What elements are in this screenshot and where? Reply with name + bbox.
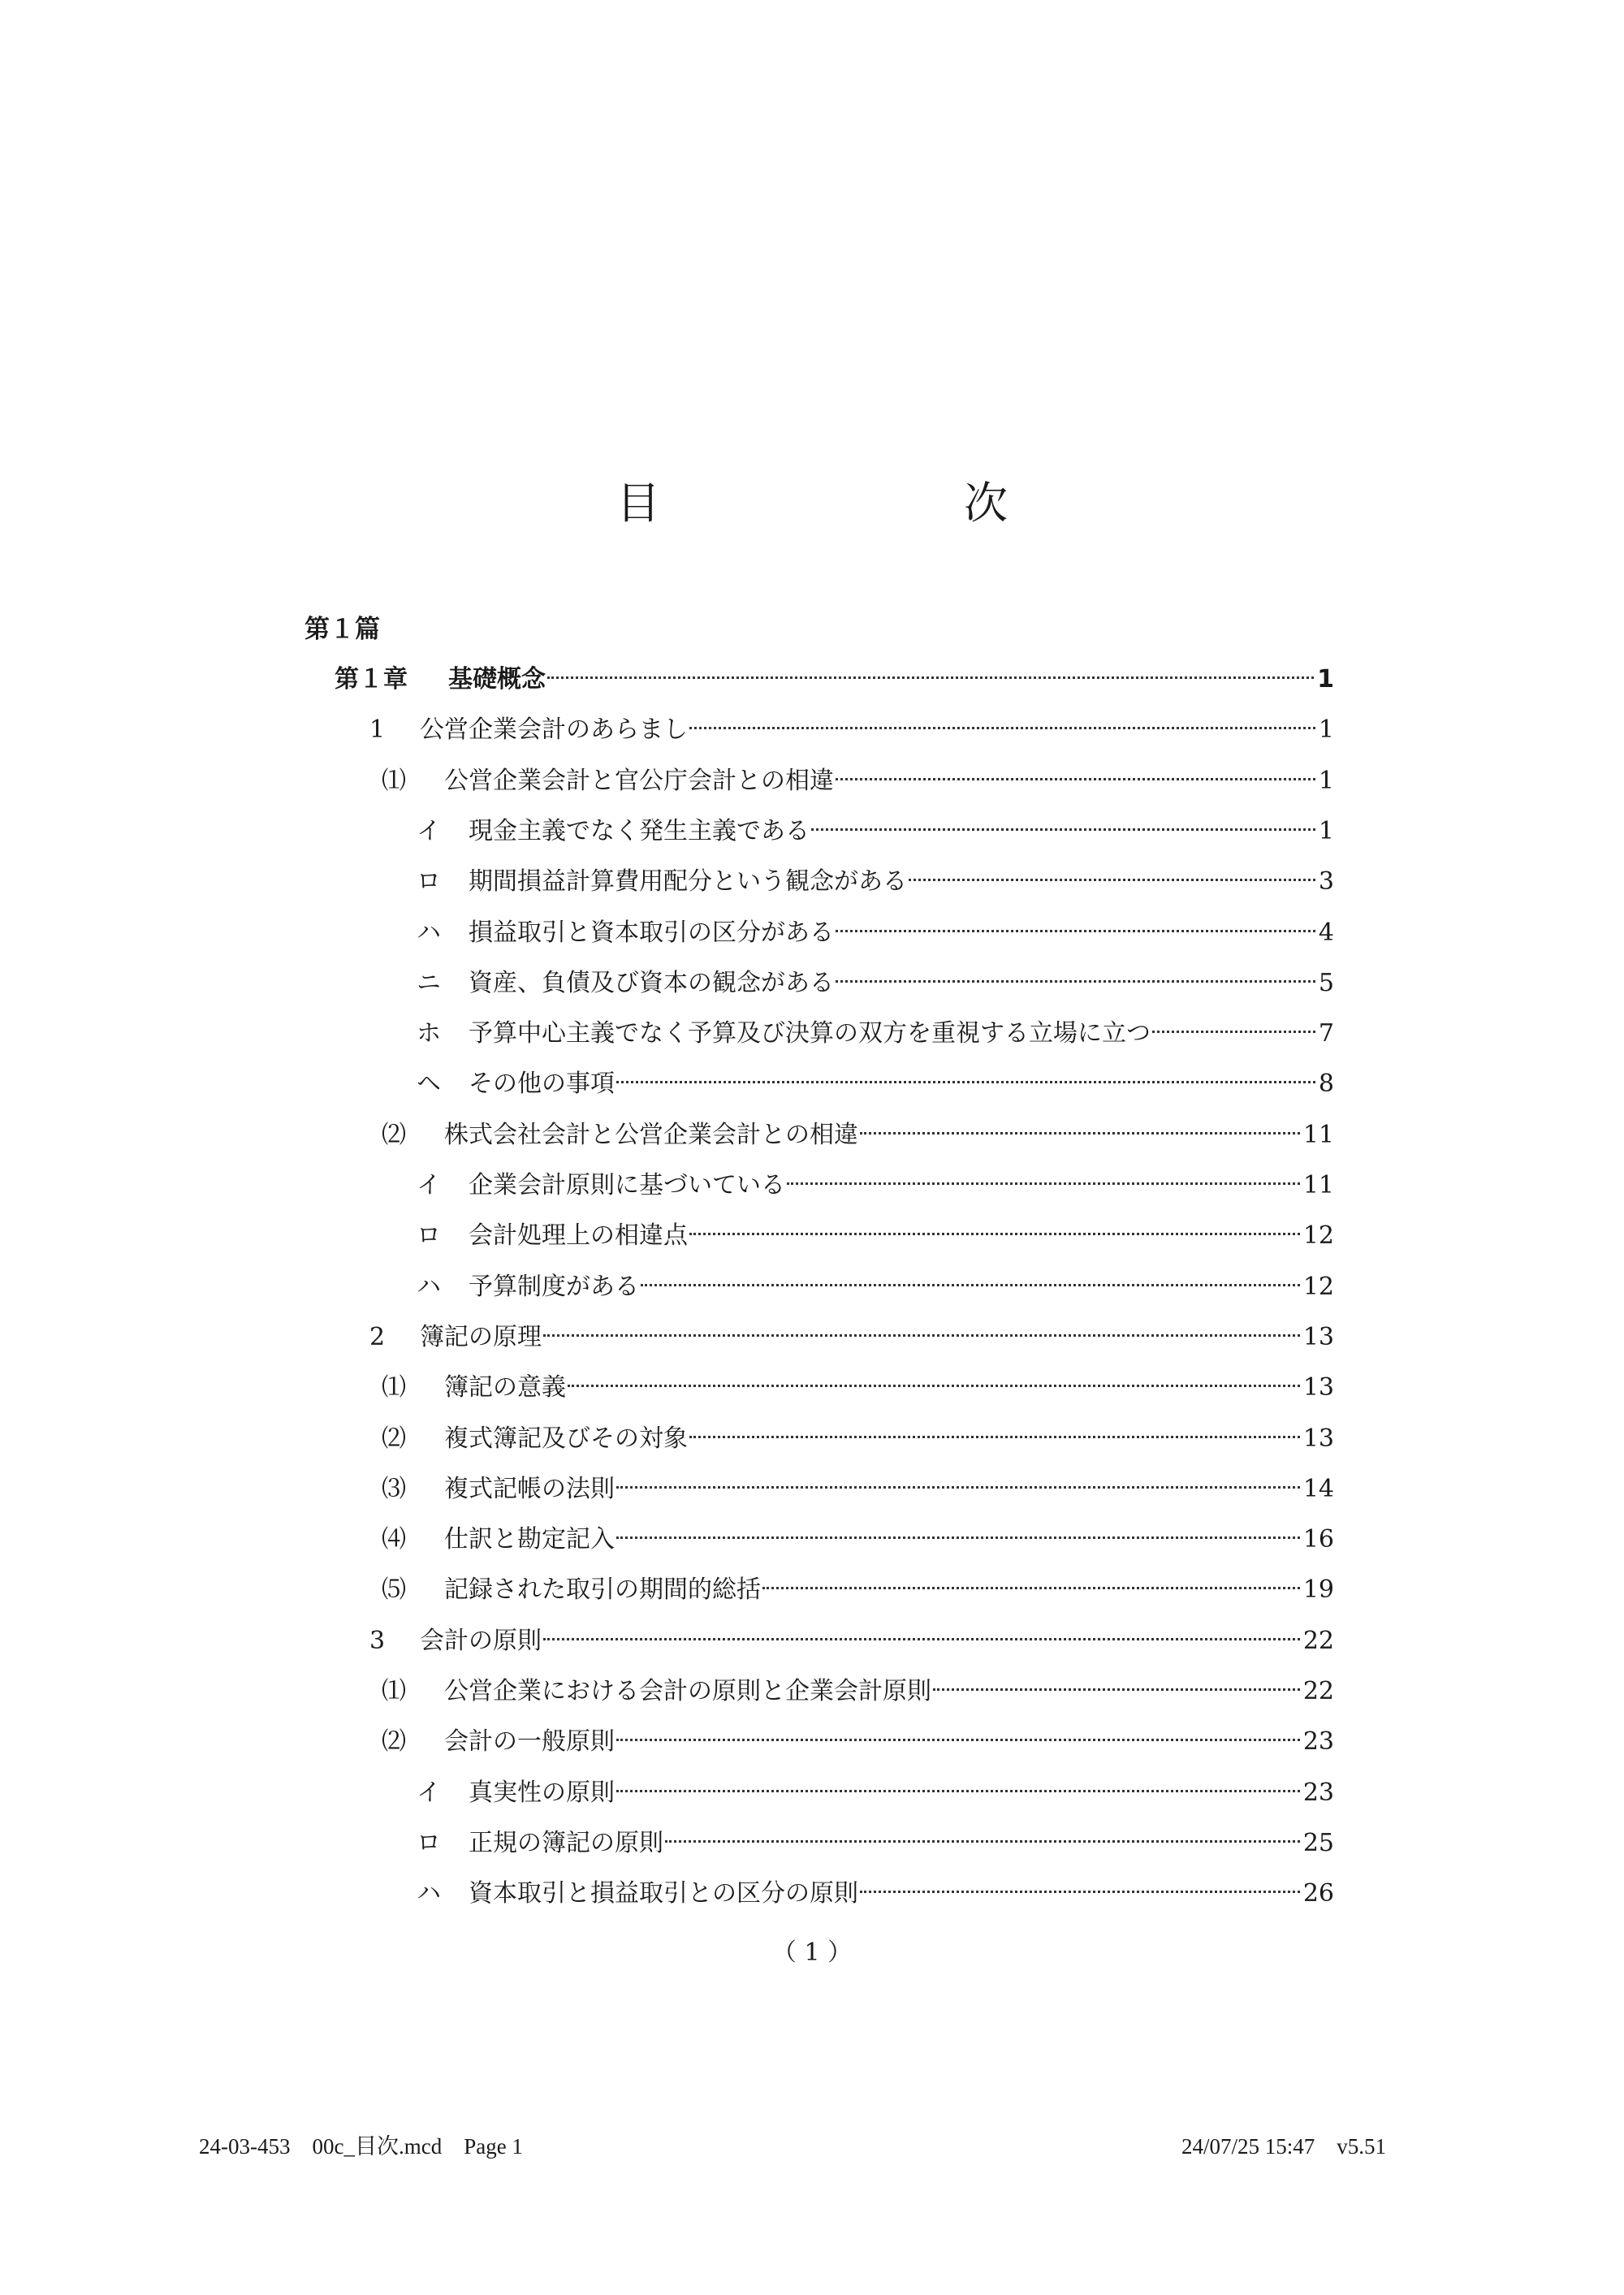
toc-entry-page: 8 [1318,1070,1334,1099]
toc-entry-title: 予算制度がある [469,1272,639,1301]
dot-leader [616,1790,1300,1792]
toc-entry-number: ハ [417,1879,441,1908]
dot-leader [689,1233,1300,1235]
toc-entry [417,1773,1334,1813]
toc-entry-page: 25 [1302,1828,1334,1857]
toc-entry-title: 公営企業会計のあらまし [420,715,688,745]
toc-entry-page: 12 [1302,1272,1334,1301]
dot-leader [860,1132,1300,1135]
toc-entry [369,1621,1334,1662]
dot-leader [836,980,1315,983]
toc-entry-number: ⑴ [382,766,406,795]
dot-leader [909,879,1315,881]
toc-entry-page: 11 [1302,1171,1334,1199]
dot-leader [811,828,1315,831]
dot-leader [616,1536,1300,1539]
toc-entry-number: ホ [417,1019,441,1048]
dot-leader [933,1688,1300,1691]
toc-entry-page: 16 [1302,1525,1334,1554]
toc-entry [417,1216,1334,1256]
dot-leader [836,930,1315,932]
dot-leader [787,1182,1300,1185]
toc-entry-page: 3 [1318,867,1334,897]
toc-entry-title: 資産、負債及び資本の観念がある [469,968,834,997]
toc-entry-number: ⑵ [382,1424,406,1453]
toc-entry-number: 1 [369,715,386,745]
toc-entry-number: ハ [417,1272,441,1301]
part-heading: 第１篇 [304,615,380,644]
toc-entry-number: ⑸ [382,1575,406,1605]
toc-entry-title: 損益取引と資本取引の区分がある [469,918,834,947]
toc-entry-title: 会計の一般原則 [444,1727,615,1757]
toc-entry-title: 公営企業会計と官公庁会計との相違 [444,766,834,795]
dot-leader [641,1284,1300,1286]
toc-entry-page: 23 [1302,1778,1334,1807]
toc-entry-number: イ [417,1778,441,1807]
dot-leader [860,1891,1300,1893]
toc-entry [382,1722,1334,1762]
toc-entry-title: 記録された取引の期間的総括 [444,1575,761,1605]
toc-entry [417,1267,1334,1307]
toc-entry-page: 1 [1318,816,1334,845]
dot-leader [689,727,1315,729]
toc-entry-number: ハ [417,918,441,947]
dot-leader [836,778,1315,780]
toc-entry-number: ロ [417,1828,441,1857]
toc-entry-page: 13 [1302,1322,1334,1351]
toc-entry [335,659,1334,700]
toc-entry-title: 資本取引と損益取引との区分の原則 [469,1879,858,1908]
toc-entry-number: ⑴ [382,1677,406,1705]
toc-entry-title: 基礎概念 [448,665,546,694]
toc-entry-number: イ [417,816,441,845]
toc-entry-page: 7 [1318,1019,1334,1048]
toc-entry-title: 複式記帳の法則 [444,1474,615,1503]
toc-entry-page: 23 [1302,1727,1334,1757]
toc-entry-title: 簿記の原理 [420,1322,542,1351]
dot-leader [616,1081,1315,1083]
toc-entry-page: 22 [1302,1626,1334,1655]
dot-leader [762,1587,1300,1589]
toc-entry-page: 19 [1302,1575,1334,1605]
page-number: （ 1 ） [771,1938,853,1967]
dot-leader [543,1638,1300,1640]
toc-entry [369,1317,1334,1358]
toc-entry [417,862,1334,902]
toc-entry [382,1419,1334,1459]
toc-entry-number: ⑶ [382,1474,406,1503]
toc-entry-page: 14 [1302,1474,1334,1503]
toc-entry-page: 1 [1317,665,1334,694]
toc-entry-title: 簿記の意義 [444,1373,566,1402]
toc-entry-number: ⑵ [382,1120,406,1149]
toc-entry-number: 2 [369,1322,386,1351]
dot-leader [543,1334,1300,1337]
toc-entry-number: ⑵ [382,1727,406,1757]
toc-entry-number: 3 [369,1626,386,1655]
dot-leader [1152,1031,1315,1033]
toc-entry-title: 会計の原則 [420,1626,542,1655]
toc-entry-number: 第１章 [335,665,408,694]
toc-entry-title: 会計処理上の相違点 [469,1221,688,1251]
toc-entry-number: ヘ [417,1070,441,1099]
dot-leader [689,1436,1300,1438]
toc-entry-page: 5 [1318,968,1334,997]
toc-entry-title: 公営企業における会計の原則と企業会計原則 [444,1677,931,1705]
toc-entry-title: その他の事項 [469,1070,615,1099]
toc-entry-title: 仕訳と勘定記入 [444,1525,615,1554]
toc-entry [382,761,1334,802]
toc-entry [382,1671,1334,1712]
toc-entry [417,913,1334,953]
toc-entry-title: 複式簿記及びその対象 [444,1424,688,1453]
toc-entry-number: ニ [417,968,441,997]
toc-entry-page: 1 [1318,715,1334,745]
toc-entry [382,1570,1334,1610]
toc-entry-page: 4 [1318,918,1334,947]
dot-leader [547,676,1314,679]
toc-entry-title: 株式会社会計と公営企業会計との相違 [444,1120,858,1149]
toc-entry [417,811,1334,852]
toc-entry-page: 13 [1302,1424,1334,1453]
toc-entry-title: 期間損益計算費用配分という観念がある [469,867,907,897]
page-title: 目 次 [616,478,1138,529]
toc-entry [382,1115,1334,1156]
toc-entry-number: ロ [417,867,441,897]
footer-timestamp: 24/07/25 15:47 v5.51 [1181,2134,1387,2159]
toc-entry [417,963,1334,1004]
toc-entry-page: 13 [1302,1373,1334,1402]
toc-entry-page: 26 [1302,1879,1334,1908]
toc-entry-title: 正規の簿記の原則 [469,1828,663,1857]
dot-leader [665,1840,1300,1843]
toc-entry-number: ⑷ [382,1525,406,1554]
toc-entry-title: 真実性の原則 [469,1778,615,1807]
toc-entry-number: ⑴ [382,1373,406,1402]
toc-entry-page: 12 [1302,1221,1334,1251]
toc-entry-page: 1 [1318,766,1334,795]
toc-entry-page: 11 [1302,1120,1334,1149]
toc-entry-title: 現金主義でなく発生主義である [469,816,810,845]
toc-entry [417,1874,1334,1914]
toc-entry [369,710,1334,750]
toc-entry-title: 企業会計原則に基づいている [469,1171,785,1199]
toc-entry [417,1165,1334,1206]
toc-entry-number: ロ [417,1221,441,1251]
toc-entry-number: イ [417,1171,441,1199]
toc-entry [382,1368,1334,1408]
toc-entry-page: 22 [1302,1677,1334,1705]
dot-leader [616,1486,1300,1489]
toc-entry [417,1014,1334,1054]
dot-leader [616,1739,1300,1741]
toc-entry [417,1064,1334,1104]
toc-entry-title: 予算中心主義でなく予算及び決算の双方を重視する立場に立つ [469,1019,1151,1048]
footer-file-info: 24-03-453 00c_目次.mcd Page 1 [199,2134,523,2159]
toc-entry [417,1823,1334,1864]
dot-leader [568,1385,1300,1387]
toc-entry [382,1469,1334,1510]
toc-entry [382,1519,1334,1560]
